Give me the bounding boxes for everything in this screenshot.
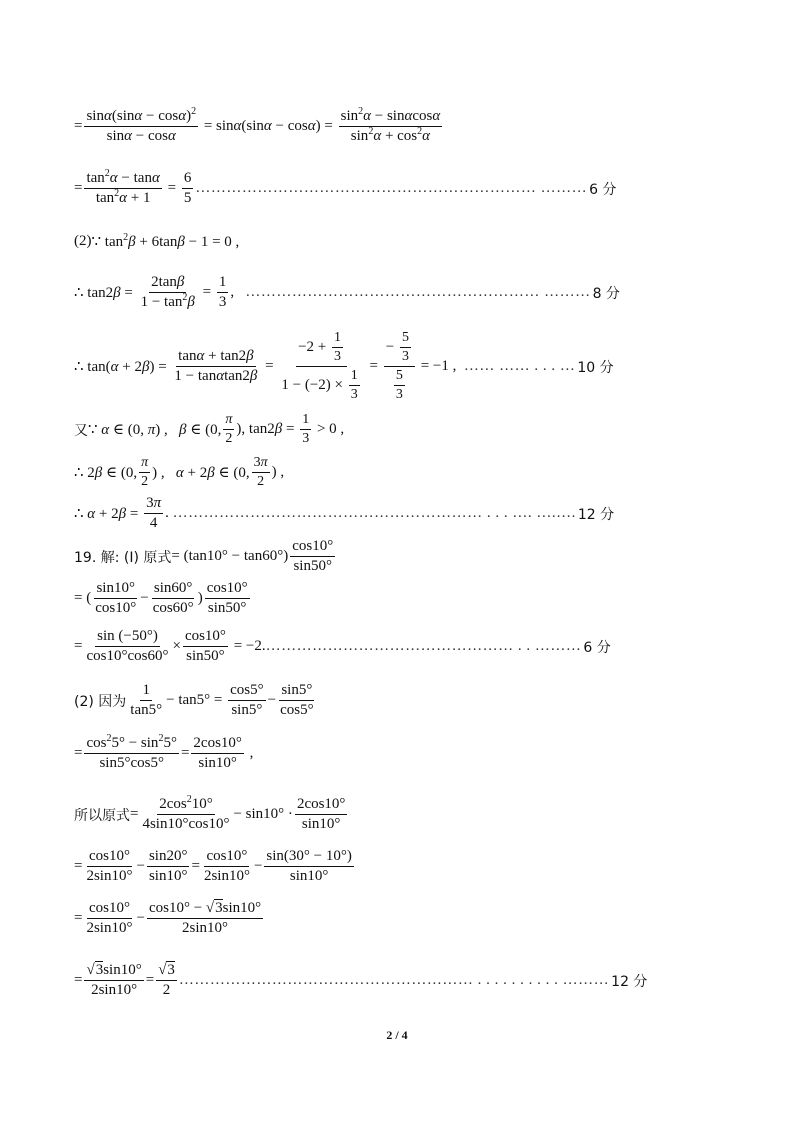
fraction: $\frac{\sin 60^\circ}{\cos 60^\circ}$ [152,580,194,617]
fraction: $\frac{\sin\alpha(\sin\alpha - \cos\alpha)^2}{\sin\alpha - \cos\alpha}$ [86,106,197,145]
equation-line-5: ∴ tan(α + 2β) = $\frac{\tan\alpha + \tan 2\beta}{1 - \tan\alpha\tan 2\beta}$ = −2 + $\frac{1}{3}$ 1 − (−2) × $\frac{1}{3}$ = − $\frac{5}{3}$ $\frac{5}{3}$ = −1 , …… …… . . . … 10 分 [74,330,614,403]
fraction: $\frac{2\cos 10^\circ}{\sin 10^\circ}$ [296,796,346,833]
fraction: $\frac{\cos 10^\circ}{\sin 50^\circ}$ [206,580,248,617]
question-19-label: 19. 解: (I) 原式 [74,549,172,566]
fraction: $\frac{\sin(30^\circ - 10^\circ)}{\sin 10^\circ}$ [266,848,352,885]
fraction: $\frac{\pi}{2}$ [225,412,233,447]
fraction: $\frac{\tan^2\alpha - \tan\alpha}{\tan^2\alpha + 1}$ [86,168,160,207]
score-12: 12 分 [611,973,648,990]
equation-line-8: ∴ α + 2β = $\frac{3\pi}{4}$ . …………………………………………………… . . . …. ….…. 12 分 [74,495,615,532]
fraction: $\frac{3\pi}{2}$ [253,455,268,490]
equation-line-13: = $\frac{\cos^25^\circ - \sin^25^\circ}{\sin 5^\circ\cos 5^\circ}$ = $\frac{2\cos 10^\circ}{\sin 10^\circ}$ , [74,733,254,772]
fraction: $\frac{\cos 10^\circ}{2\sin 10^\circ}$ [203,848,250,885]
equation-line-3: (2) ∵ $\tan^2\beta + 6\tan\beta - 1 = 0$ , [74,232,240,250]
leader-dots: …………………………………………………… . . . …. ….…. [172,505,576,522]
equation-line-12: (2) 因为 $\frac{1}{\tan 5^\circ}$ − tan5° = $\frac{\cos 5^\circ}{\sin 5^\circ}$ − $\frac{\sin 5^\circ}{\cos 5^\circ}$ [74,682,314,719]
fraction: $\frac{\sin^2\alpha - \sin\alpha\cos\alpha}{\sin^2\alpha + \cos^2\alpha}$ [340,106,441,145]
score-6: 6 分 [589,181,617,198]
fraction: $\frac{\sin 5^\circ}{\cos 5^\circ}$ [280,682,314,719]
fraction: $\frac{\cos 5^\circ}{\sin 5^\circ}$ [230,682,264,719]
fraction: $\frac{\cos 10^\circ}{2\sin 10^\circ}$ [86,900,133,937]
fraction: $\frac{\cos 10^\circ}{2\sin 10^\circ}$ [86,848,133,885]
equation-line-10: = ( $\frac{\sin 10^\circ}{\cos 10^\circ}$ − $\frac{\sin 60^\circ}{\cos 60^\circ}$ ) $\frac{\cos 10^\circ}{\sin 50^\circ}$ [74,580,248,617]
fraction: $\frac{2\tan\beta}{1 - \tan^2\beta}$ [140,274,195,311]
equation-line-2: = $\frac{\tan^2\alpha - \tan\alpha}{\tan^2\alpha + 1}$ = $\frac{6}{5}$ ………………………………………………………… ……… 6 分 [74,168,617,207]
score-10: 10 分 [577,359,614,376]
you-label: 又 [74,422,88,439]
equation-line-16: = $\frac{\cos 10^\circ}{2\sin 10^\circ}$ − $\frac{\cos 10^\circ - √3\sin 10^\circ}{2\sin 10^\circ}$ [74,900,262,937]
equation-line-4: ∴ tan2β = $\frac{2\tan\beta}{1 - \tan^2\beta}$ = $\frac{1}{3}$ , ………………………………………………… ……… 8 分 [74,274,620,311]
fraction: $\frac{1}{3}$ [302,412,310,447]
leader-dots: ………………………………………………………… ……… [195,180,588,197]
leader-dots: ………………………………………… . . ……… [265,638,582,655]
equation-line-9: 19. 解: (I) 原式 = (tan10° − tan60°) $\frac{\cos 10^\circ}{\sin 50^\circ}$ [74,538,334,575]
fraction: $\frac{1}{3}$ [218,274,227,311]
yinwei-label: (2) 因为 [74,693,127,710]
page-number: 2 / 4 [386,1028,408,1042]
score-12: 12 分 [577,506,615,523]
fraction: $\frac{\sin 20^\circ}{\sin 10^\circ}$ [148,848,188,885]
fraction: $\frac{\cos 10^\circ}{\sin 50^\circ}$ [184,628,226,665]
fraction: −2 + $\frac{1}{3}$ 1 − (−2) × $\frac{1}{3}$ [281,330,358,403]
fraction: $\frac{√3\sin 10^\circ}{2\sin 10^\circ}$ [86,962,142,999]
equation-line-7: ∴ 2β ∈ (0, $\frac{\pi}{2}$ ) , α + 2β ∈ (0, $\frac{3\pi}{2}$ ) , [74,455,285,490]
fraction: − $\frac{5}{3}$ $\frac{5}{3}$ [384,330,415,403]
fraction: $\frac{√3}{2}$ [158,962,175,999]
fraction: $\frac{\cos 10^\circ}{\sin 50^\circ}$ [292,538,334,575]
equation-line-17: = $\frac{√3\sin 10^\circ}{2\sin 10^\circ}$ = $\frac{√3}{2}$ ………………………………………………… . . . . . . . . . . ……… 12 分 [74,962,648,999]
score-8: 8 分 [592,285,620,302]
fraction: $\frac{\sin (-50^\circ)}{\cos 10^\circ\cos 60^\circ}$ [86,628,169,665]
fraction: $\frac{3\pi}{4}$ [146,495,162,532]
fraction: $\frac{2\cos^210^\circ}{4\sin 10^\circ\cos 10^\circ}$ [142,794,230,833]
equation-line-15: = $\frac{\cos 10^\circ}{2\sin 10^\circ}$ − $\frac{\sin 20^\circ}{\sin 10^\circ}$ = $\frac{\cos 10^\circ}{2\sin 10^\circ}$ − $\frac{\sin(30^\circ - 10^\circ)}{\sin 10^\circ}$ [74,848,352,885]
fraction: $\frac{\sin 10^\circ}{\cos 10^\circ}$ [95,580,137,617]
fraction: $\frac{\cos^25^\circ - \sin^25^\circ}{\sin 5^\circ\cos 5^\circ}$ [86,733,177,772]
score-6: 6 分 [583,639,611,656]
equation-line-14: 所以原式 = $\frac{2\cos^210^\circ}{4\sin 10^\circ\cos 10^\circ}$ − sin10° · $\frac{2\cos 10^\circ}{\sin 10^\circ}$ [74,794,346,833]
equation-line-6: 又 ∵ α ∈ (0, π) , β ∈ (0, $\frac{\pi}{2}$ ), tan2β = $\frac{1}{3}$ > 0 , [74,412,345,447]
part-label: (2) [74,233,92,249]
equation-line-1: = $\frac{\sin\alpha(\sin\alpha - \cos\alpha)^2}{\sin\alpha - \cos\alpha}$ = sinα(sinα − cosα) = $\frac{\sin^2\alpha - \sin\alpha\cos\alpha}{\sin^2\alpha + \cos^2\alpha}$ [74,106,441,145]
fraction: $\frac{\pi}{2}$ [141,455,149,490]
fraction: $\frac{1}{\tan 5^\circ}$ [130,682,163,719]
fraction: $\frac{\cos 10^\circ - √3\sin 10^\circ}{2\sin 10^\circ}$ [148,900,262,937]
equation-line-11: = $\frac{\sin (-50^\circ)}{\cos 10^\circ\cos 60^\circ}$ × $\frac{\cos 10^\circ}{\sin 50^\circ}$ = −2. ………………………………………… . . ……… 6 分 [74,628,611,665]
fraction: $\frac{\tan\alpha + \tan 2\beta}{1 - \tan\alpha\tan 2\beta}$ [174,347,258,385]
fraction: $\frac{6}{5}$ [183,170,192,207]
leader-dots: ………………………………………………… ……… [245,284,591,301]
leader-dots: ………………………………………………… . . . . . . . . . . ……… [178,972,610,989]
suoyi-label: 所以原式 [74,807,130,824]
fraction: $\frac{2\cos 10^\circ}{\sin 10^\circ}$ [193,735,242,772]
leader-dots: …… …… . . . … [463,358,576,375]
